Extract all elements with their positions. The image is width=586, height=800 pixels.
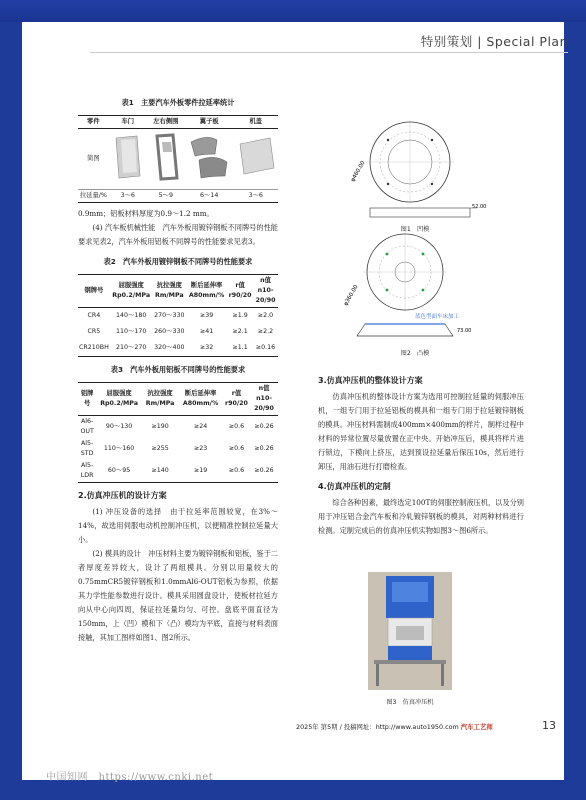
table-row bbox=[78, 416, 278, 439]
fig1-height: 52.00 bbox=[472, 204, 487, 210]
t1-h0: 零件 bbox=[87, 118, 100, 125]
t2-h4: r值r90/20 bbox=[228, 282, 252, 299]
press-machine-photo bbox=[368, 572, 452, 690]
cell: CR210BH bbox=[79, 344, 109, 351]
door-part-image bbox=[109, 129, 147, 190]
cell: ≥255 bbox=[151, 445, 169, 452]
para-2: (4) 汽车板机械性能 汽车外板用镀锌钢板不同牌号的性能要求见表2，汽车外板用铝板不同牌号的性能要求见表3。 bbox=[78, 223, 278, 246]
cell: ≥39 bbox=[199, 312, 214, 319]
concave-die-drawing bbox=[350, 118, 480, 218]
table-row bbox=[78, 324, 278, 340]
cell: 210～270 bbox=[116, 344, 147, 351]
t1-h4: 机盖 bbox=[249, 118, 263, 125]
section-header: 特别策划 | Special Plan bbox=[420, 34, 568, 49]
cell: ≥0.26 bbox=[254, 467, 274, 474]
cnki-watermark: 中国知网 https://www.cnki.net bbox=[46, 772, 214, 783]
footer-info bbox=[296, 722, 493, 731]
t1-rate-2: 6～14 bbox=[200, 192, 219, 199]
cell: 270～330 bbox=[154, 312, 185, 319]
side-panel-image bbox=[147, 129, 185, 190]
t2-h0: 钢牌号 bbox=[84, 287, 104, 294]
table2 bbox=[78, 274, 278, 357]
t2-h2: 抗拉强度Rm/MPa bbox=[154, 282, 184, 299]
fig1-diameter: φ460.00 bbox=[350, 160, 367, 183]
section-2-heading: 2.仿真冲压机的设计方案 bbox=[78, 491, 167, 500]
table1-caption: 表1 主要汽车外板零件拉延率统计 bbox=[121, 98, 235, 107]
cell: Al5-STD bbox=[80, 440, 94, 457]
footer-issue: 2025年 第5期 / 投稿网址：http://www.auto1950.com bbox=[296, 723, 459, 731]
right-column bbox=[318, 368, 524, 538]
blue-frame-top bbox=[0, 0, 586, 22]
t1-h3: 翼子板 bbox=[199, 118, 219, 125]
para-6: 综合各种因素，最终选定100T的伺服控制液压机，以及分别用于冲压铝合金汽车板和冷轧镀锌钢板的模具，对两种材料进行检测。定制完成后的仿真冲压机实物如图3～图6所示。 bbox=[318, 498, 524, 535]
cell: ≥0.26 bbox=[254, 445, 274, 452]
table1 bbox=[78, 115, 278, 203]
cell: ≥0.16 bbox=[255, 344, 276, 351]
table-row bbox=[78, 460, 278, 483]
fig2-diameter: φ360.00 bbox=[343, 284, 360, 307]
cell: ≥19 bbox=[193, 467, 208, 474]
t2-h5: n值n10-20/90 bbox=[255, 277, 276, 304]
figure-3 bbox=[368, 572, 452, 706]
page-number: 13 bbox=[542, 719, 556, 732]
section-4-heading: 4.仿真冲压机的定制 bbox=[318, 482, 391, 491]
t1-h1: 车门 bbox=[121, 118, 135, 125]
section-3-heading: 3.仿真冲压机的整体设计方案 bbox=[318, 376, 423, 385]
figure-2 bbox=[345, 232, 485, 357]
cell: ≥0.6 bbox=[228, 467, 245, 474]
cell: 60～95 bbox=[107, 467, 131, 474]
t3-h1: 屈服强度Rp0.2/MPa bbox=[100, 390, 138, 407]
cell: CR5 bbox=[87, 328, 101, 335]
cell: 260～330 bbox=[154, 328, 185, 335]
fig1-caption: 图1 凹模 bbox=[400, 226, 430, 233]
cell: ≥0.26 bbox=[254, 423, 274, 430]
table3-caption: 表3 汽车外板用铝板不同牌号的性能要求 bbox=[110, 365, 246, 374]
fender-image bbox=[185, 129, 234, 190]
cell: ≥2.0 bbox=[257, 312, 274, 319]
para-1: 0.9mm；铝板材料厚度为0.9～1.2 mm。 bbox=[78, 209, 214, 218]
t3-h0: 铝牌号 bbox=[80, 390, 94, 407]
fig3-caption: 图3 仿真冲压机 bbox=[386, 699, 434, 706]
cell: ≥23 bbox=[193, 445, 208, 452]
cell: Al5-LDR bbox=[80, 462, 94, 479]
fig2-caption: 图2 凸模 bbox=[400, 350, 430, 357]
fig2-note: 蓝色型面车床加工 bbox=[415, 314, 460, 320]
cell: 140～180 bbox=[116, 312, 147, 319]
t1-img-label: 简图 bbox=[87, 155, 100, 162]
table-row bbox=[78, 340, 278, 357]
hood-image bbox=[234, 129, 278, 190]
t1-rate-3: 3～6 bbox=[248, 192, 263, 199]
cell: ≥140 bbox=[151, 467, 169, 474]
table-row bbox=[78, 308, 278, 325]
table-row bbox=[78, 438, 278, 460]
cell: CR4 bbox=[87, 312, 101, 319]
cell: ≥1.1 bbox=[232, 344, 248, 351]
t1-h2: 左右侧围 bbox=[153, 118, 179, 125]
t3-h2: 抗拉强度Rm/MPa bbox=[145, 390, 175, 407]
header-rule bbox=[90, 52, 568, 53]
cell: ≥32 bbox=[199, 344, 214, 351]
cell: ≥41 bbox=[199, 328, 214, 335]
table3 bbox=[78, 382, 278, 483]
fig2-height: 73.00 bbox=[457, 328, 472, 334]
table2-caption: 表2 汽车外板用镀锌钢板不同牌号的性能要求 bbox=[103, 257, 253, 266]
cell: 110～170 bbox=[116, 328, 147, 335]
cell: ≥0.6 bbox=[228, 445, 245, 452]
t2-h3: 断后延伸率A80mm/% bbox=[188, 282, 225, 299]
para-5: 仿真冲压机的整体设计方案为选用可控制拉延量的伺服冲压机，一组专门用于拉延铝板的模具和一组专门用于拉延镀锌钢板的模具。冲压材料需制成400mm×400mm的样片，制样过程中材料的异常位置尽量放置在正中央。开始冲压后，模具将样片进行锁边，下模向上挤压，达到预设拉延量后保压10s，然后进行卸压，用油石进行打磨检查。 bbox=[318, 392, 524, 471]
footer-brand: 汽车工艺师 bbox=[460, 723, 493, 731]
t1-rate-1: 5～9 bbox=[158, 192, 173, 199]
cell: ≥2.2 bbox=[257, 328, 274, 335]
cell: ≥190 bbox=[151, 423, 169, 430]
cell: ≥2.1 bbox=[232, 328, 248, 335]
left-column bbox=[78, 90, 278, 645]
cell: ≥1.9 bbox=[232, 312, 248, 319]
cell: Al6-OUT bbox=[80, 418, 94, 435]
t1-rate-label: 拉延量/% bbox=[79, 192, 107, 199]
cell: 110～160 bbox=[103, 445, 135, 452]
t3-h4: r值r90/20 bbox=[225, 390, 248, 407]
para-3: (1) 冲压设备的选择 由于拉延率范围较宽，在3%～14%，故选用伺服电动机控制冲压机，以便精准控制拉延量大小。 bbox=[78, 507, 278, 544]
cell: ≥0.6 bbox=[228, 423, 245, 430]
cell: ≥24 bbox=[193, 423, 208, 430]
para-4: (2) 模具的设计 冲压材料主要为镀锌钢板和铝板，鉴于二者厚度差异较大，设计了两组模具。分别以用量较大的0.75mmCR5镀锌钢板和1.0mmAl6-OUT铝板为参照，依据其力学性能参数进行设计。模具采用圆盘设计，使板材拉延方向从中心向四周，保证拉延量均匀、可控。盘底平面直径为150mm，上（凹）模和下（凸）模均为平底，直接与材料表面接触，其加工图样如图1、图2所示。 bbox=[78, 549, 278, 642]
t2-h1: 屈服强度Rp0.2/MPa bbox=[112, 282, 151, 299]
t1-rate-0: 3～6 bbox=[120, 192, 135, 199]
blue-frame-bottom bbox=[22, 780, 564, 800]
cell: 320～400 bbox=[154, 344, 185, 351]
cell: 90～130 bbox=[105, 423, 133, 430]
t3-h3: 断后延伸率A80mm/% bbox=[182, 390, 219, 407]
t3-h5: n值n10-20/90 bbox=[254, 385, 274, 412]
figure-1 bbox=[350, 118, 487, 233]
